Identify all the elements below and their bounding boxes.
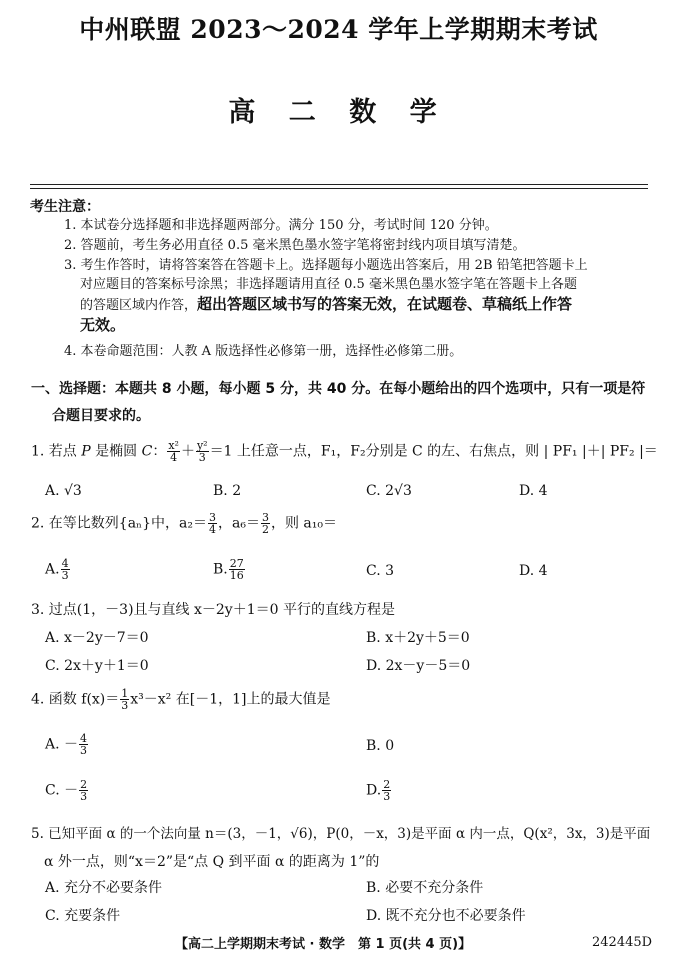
q1-text: ＋ xyxy=(180,443,195,460)
option-label: A. － xyxy=(45,736,79,753)
exam-title: 中州联盟 2023～2024 学年上学期期末考试 xyxy=(79,15,598,44)
section-heading-cont: 合题目要求的。 xyxy=(52,408,150,424)
q1-text: ＝1 上任意一点，F₁，F₂分别是 C 的左、右焦点，则 | PF₁ |＋| PF₂ |＝ xyxy=(209,443,658,460)
fraction xyxy=(261,512,270,535)
q4-option-b: B. 0 xyxy=(366,738,395,754)
q4-option-a xyxy=(45,733,89,756)
question-2 xyxy=(31,512,337,535)
q2-option-c: C. 3 xyxy=(366,563,395,579)
fraction-num: 2 xyxy=(383,778,391,791)
question-1 xyxy=(31,440,658,463)
fraction xyxy=(229,558,245,581)
q5-option-a: A. 充分不必要条件 xyxy=(45,880,163,896)
notice-item-4: 4. 本卷命题范围：人教 A 版选择性必修第一册，选择性必修第二册。 xyxy=(64,344,463,359)
fraction-num: 4 xyxy=(61,557,69,570)
divider-line xyxy=(30,188,648,189)
q4-option-c xyxy=(45,779,89,802)
fraction-den: 3 xyxy=(80,790,88,803)
notice-bold-warning: 超出答题区域书写的答案无效，在试题卷、草稿纸上作答 xyxy=(197,295,573,313)
fraction-num: 3 xyxy=(261,511,269,524)
paper-code: 242445D xyxy=(592,935,653,950)
q1-var: C xyxy=(141,443,153,460)
fraction-num: 2 xyxy=(80,778,88,791)
q5-option-b: B. 必要不充分条件 xyxy=(366,880,484,896)
fraction-den: 2 xyxy=(261,523,269,536)
q4-text: 4. 函数 f(x)＝ xyxy=(31,691,120,708)
fraction-num: 1 xyxy=(121,687,129,700)
q1-text: 1. 若点 xyxy=(31,443,82,460)
section-heading: 一、选择题：本题共 8 小题，每小题 5 分，共 40 分。在每小题给出的四个选项中，只有一项是符 xyxy=(31,381,646,397)
q1-option-d: D. 4 xyxy=(519,483,548,499)
option-label: D. xyxy=(366,782,382,799)
q3-option-c: C. 2x＋y＋1＝0 xyxy=(45,658,149,674)
fraction-num: 4 xyxy=(80,732,88,745)
question-3: 3. 过点(1，－3)且与直线 x－2y＋1＝0 平行的直线方程是 xyxy=(31,602,395,618)
q2-text: 2. 在等比数列{aₙ}中，a₂＝ xyxy=(31,515,207,532)
q3-option-b: B. x＋2y＋5＝0 xyxy=(366,630,470,646)
fraction-den: 16 xyxy=(229,569,244,582)
option-label: C. － xyxy=(45,782,79,799)
q4-text: x³－x² 在[－1，1]上的最大值是 xyxy=(130,691,331,708)
notice-item-1: 1. 本试卷分选择题和非选择题两部分。满分 150 分，考试时间 120 分钟。 xyxy=(64,218,498,233)
notice-item-3-cont: 对应题目的答案标号涂黑；非选择题请用直径 0.5 毫米黑色墨水签字笔在答题卡上各题 xyxy=(80,277,577,292)
q2-text: ，a₆＝ xyxy=(217,515,260,532)
q1-text: 是椭圆 xyxy=(90,443,142,460)
option-label: B. xyxy=(213,561,228,578)
q4-option-d xyxy=(366,779,392,802)
fraction-den: 3 xyxy=(61,569,69,582)
q2-option-a xyxy=(45,558,71,581)
q2-option-d: D. 4 xyxy=(519,563,548,579)
question-5-cont: α 外一点，则“x＝2”是“点 Q 到平面 α 的距离为 1”的 xyxy=(44,854,380,870)
notice-text: 的答题区域内作答， xyxy=(80,298,198,313)
question-5: 5. 已知平面 α 的一个法向量 n＝(3，－1，√6)，P(0，－x，3)是平面 α 内一点，Q(x²，3x，3)是平面 xyxy=(31,826,651,842)
q5-option-d: D. 既不充分也不必要条件 xyxy=(366,908,526,924)
fraction xyxy=(167,440,180,463)
divider-line xyxy=(30,184,648,185)
fraction xyxy=(382,779,391,802)
fraction-den: 3 xyxy=(121,699,129,712)
fraction xyxy=(120,688,129,711)
notice-bold-warning-end: 无效。 xyxy=(80,316,126,334)
q5-option-c: C. 充要条件 xyxy=(45,908,121,924)
q2-option-b xyxy=(213,558,246,581)
subject-title: 高 二 数 学 xyxy=(228,97,449,128)
fraction-den: 3 xyxy=(80,744,88,757)
q1-var: P xyxy=(81,443,91,460)
fraction-num: y² xyxy=(196,439,208,452)
q3-option-a: A. x－2y－7＝0 xyxy=(45,630,149,646)
fraction-num: x² xyxy=(168,439,179,452)
q3-option-d: D. 2x－y－5＝0 xyxy=(366,658,471,674)
notice-item-2: 2. 答题前，考生务必用直径 0.5 毫米黑色墨水签字笔将密封线内项目填写清楚。 xyxy=(64,238,526,253)
notice-item-3-cont2 xyxy=(80,293,572,314)
fraction-den: 4 xyxy=(170,451,178,464)
fraction-num: 27 xyxy=(229,557,244,570)
fraction xyxy=(208,512,217,535)
question-4 xyxy=(31,688,330,711)
notice-heading: 考生注意： xyxy=(30,199,100,215)
fraction xyxy=(196,440,209,463)
fraction xyxy=(79,733,88,756)
fraction-num: 3 xyxy=(208,511,216,524)
fraction-den: 3 xyxy=(198,451,206,464)
page-footer: 【高二上学期期末考试 · 数学 第 1 页(共 4 页)】 xyxy=(175,937,472,952)
q1-text: ： xyxy=(152,443,167,460)
q2-text: ，则 a₁₀＝ xyxy=(270,515,337,532)
q1-option-a: A. √3 xyxy=(45,483,82,499)
option-label: A. xyxy=(45,561,60,578)
q1-option-c: C. 2√3 xyxy=(366,483,412,499)
q1-option-b: B. 2 xyxy=(213,483,242,499)
fraction-den: 4 xyxy=(208,523,216,536)
fraction-den: 3 xyxy=(383,790,391,803)
notice-item-3: 3. 考生作答时，请将答案答在答题卡上。选择题每小题选出答案后，用 2B 铅笔把答题卡上 xyxy=(64,258,588,273)
fraction xyxy=(79,779,88,802)
fraction xyxy=(61,558,70,581)
